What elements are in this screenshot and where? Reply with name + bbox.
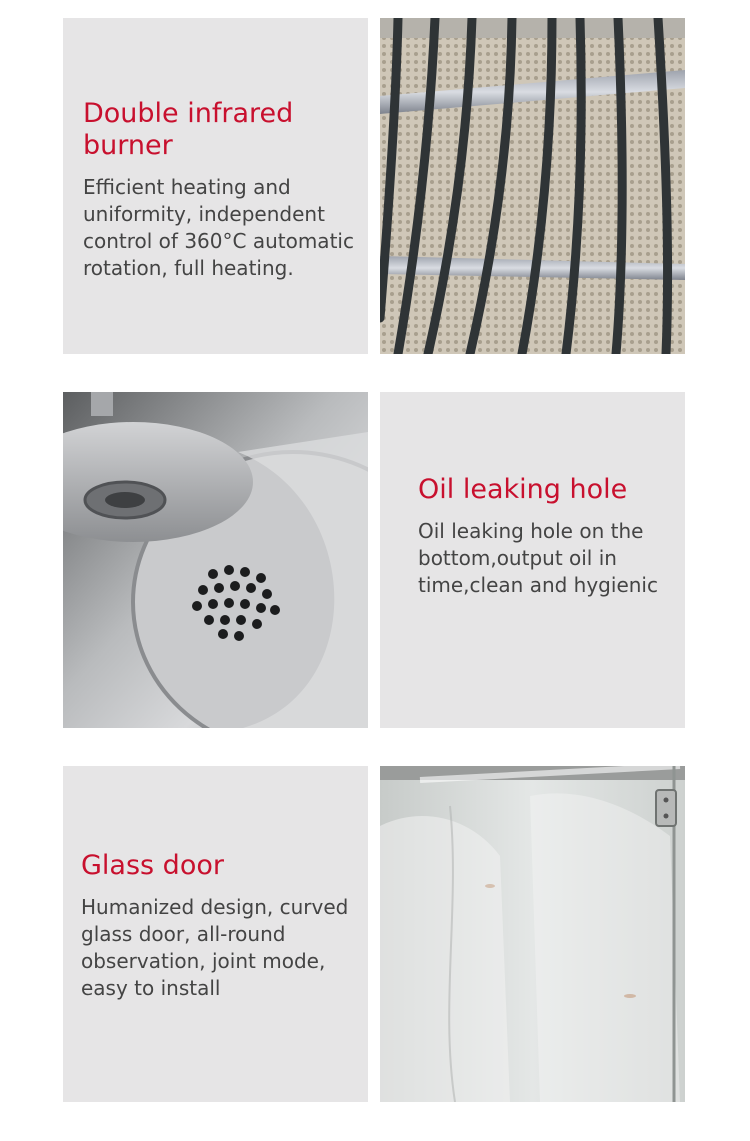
feature-panel-glass-door bbox=[63, 766, 368, 1102]
feature-description-oil-hole: Oil leaking hole on the bottom,output oil in time,clean and hygienic bbox=[418, 519, 658, 597]
feature-description-glass-door: Humanized design, curved glass door, all-round observation, joint mode, easy to install bbox=[81, 895, 349, 1000]
feature-title-glass-door: Glass door bbox=[81, 850, 224, 881]
oil-hole-photo bbox=[63, 392, 368, 728]
feature-panel-burner bbox=[63, 18, 368, 354]
feature-panel-oil-hole bbox=[380, 392, 685, 728]
glass-door-photo bbox=[380, 766, 685, 1102]
feature-title-oil-hole: Oil leaking hole bbox=[418, 474, 628, 505]
feature-title-burner: Double infrared burner bbox=[83, 98, 294, 161]
infrared-burner-photo bbox=[380, 18, 685, 354]
feature-description-burner: Efficient heating and uniformity, independent control of 360°C automatic rotation, full heating. bbox=[83, 175, 354, 280]
